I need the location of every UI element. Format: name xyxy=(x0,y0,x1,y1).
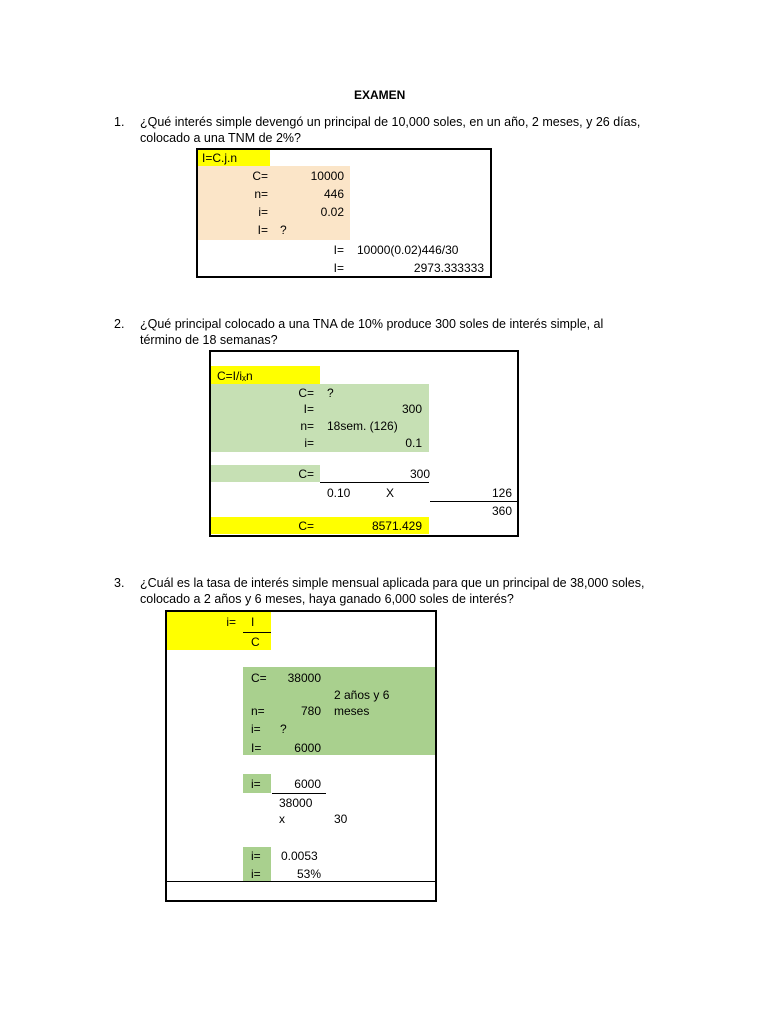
result-value: 2973.333333 xyxy=(413,261,484,275)
result-label: I= xyxy=(333,261,344,275)
variable-label: n= xyxy=(300,419,314,433)
variable-label: C= xyxy=(251,671,267,685)
result-label: C= xyxy=(298,519,314,533)
variable-value: 38000 xyxy=(287,671,321,685)
variable-label: n= xyxy=(251,704,265,718)
equation-months: 30 xyxy=(334,812,348,826)
variable-label: n= xyxy=(254,187,268,201)
question-text: colocado a una TNM de 2%? xyxy=(140,131,301,145)
equation-times: x xyxy=(279,812,285,826)
variable-value: 18sem. (126) xyxy=(327,419,398,433)
result-label: i= xyxy=(251,867,261,881)
equation-label: i= xyxy=(251,777,261,791)
period-note: 2 años y 6 xyxy=(334,688,390,702)
question-text: ¿Qué interés simple devengó un principal de 10,000 soles, en un año, 2 meses, y 26 días, xyxy=(140,115,641,129)
question-number: 2. xyxy=(114,317,125,331)
variable-label: i= xyxy=(304,436,314,450)
fraction-line xyxy=(430,501,517,502)
variable-label: I= xyxy=(257,223,268,237)
variable-label: I= xyxy=(251,741,262,755)
variable-value: 6000 xyxy=(294,741,321,755)
variable-value: 446 xyxy=(323,187,344,201)
question-text: ¿Qué principal colocado a una TNA de 10% produce 300 soles de interés simple, al xyxy=(140,317,604,331)
formula-numerator: I xyxy=(251,615,255,629)
fraction-line xyxy=(243,632,271,633)
calc-label: I= xyxy=(333,243,344,257)
question-number: 1. xyxy=(114,115,125,129)
result-label: i= xyxy=(251,849,261,863)
variable-value: ? xyxy=(280,223,287,237)
calc-expression: 10000(0.02)446/30 xyxy=(357,243,459,257)
variable-label: i= xyxy=(251,722,261,736)
denominator-rate: 0.10 xyxy=(327,486,351,500)
denominator-year: 360 xyxy=(491,504,512,518)
variable-value: ? xyxy=(280,722,287,736)
period-note: meses xyxy=(334,704,370,718)
question-number: 3. xyxy=(114,576,125,590)
page-title: EXAMEN xyxy=(354,88,406,102)
question-text: término de 18 semanas? xyxy=(140,333,278,347)
variable-label: C= xyxy=(252,169,268,183)
denominator-days: 126 xyxy=(491,486,512,500)
equation-numerator: 6000 xyxy=(294,777,321,791)
variable-value: 0.1 xyxy=(405,436,422,450)
variable-label: i= xyxy=(258,205,268,219)
denominator-times: X xyxy=(386,486,395,500)
formula: I=C.j.n xyxy=(202,151,238,165)
variable-value: 780 xyxy=(300,704,321,718)
variable-label: I= xyxy=(303,402,314,416)
equation-label: C= xyxy=(298,467,314,481)
formula: C=I/iₓn xyxy=(217,369,253,383)
variable-label: C= xyxy=(298,386,314,400)
fraction-line xyxy=(272,793,326,794)
equation-denominator: 38000 xyxy=(279,796,313,810)
result-value: 0.0053 xyxy=(281,849,318,863)
result-value: 8571.429 xyxy=(371,519,422,533)
variable-value: 10000 xyxy=(310,169,344,183)
result-value: 53% xyxy=(296,867,321,881)
variable-value: 0.02 xyxy=(320,205,344,219)
fraction-line xyxy=(320,482,429,483)
equation-numerator: 300 xyxy=(409,467,430,481)
question-text: ¿Cuál es la tasa de interés simple mensual aplicada para que un principal de 38,000 soles, xyxy=(140,576,645,590)
variable-value: ? xyxy=(327,386,334,400)
formula-denominator: C xyxy=(251,635,260,649)
formula-label: i= xyxy=(226,615,236,629)
variable-value: 300 xyxy=(401,402,422,416)
question-text: colocado a 2 años y 6 meses, haya ganado 6,000 soles de interés? xyxy=(140,592,514,606)
